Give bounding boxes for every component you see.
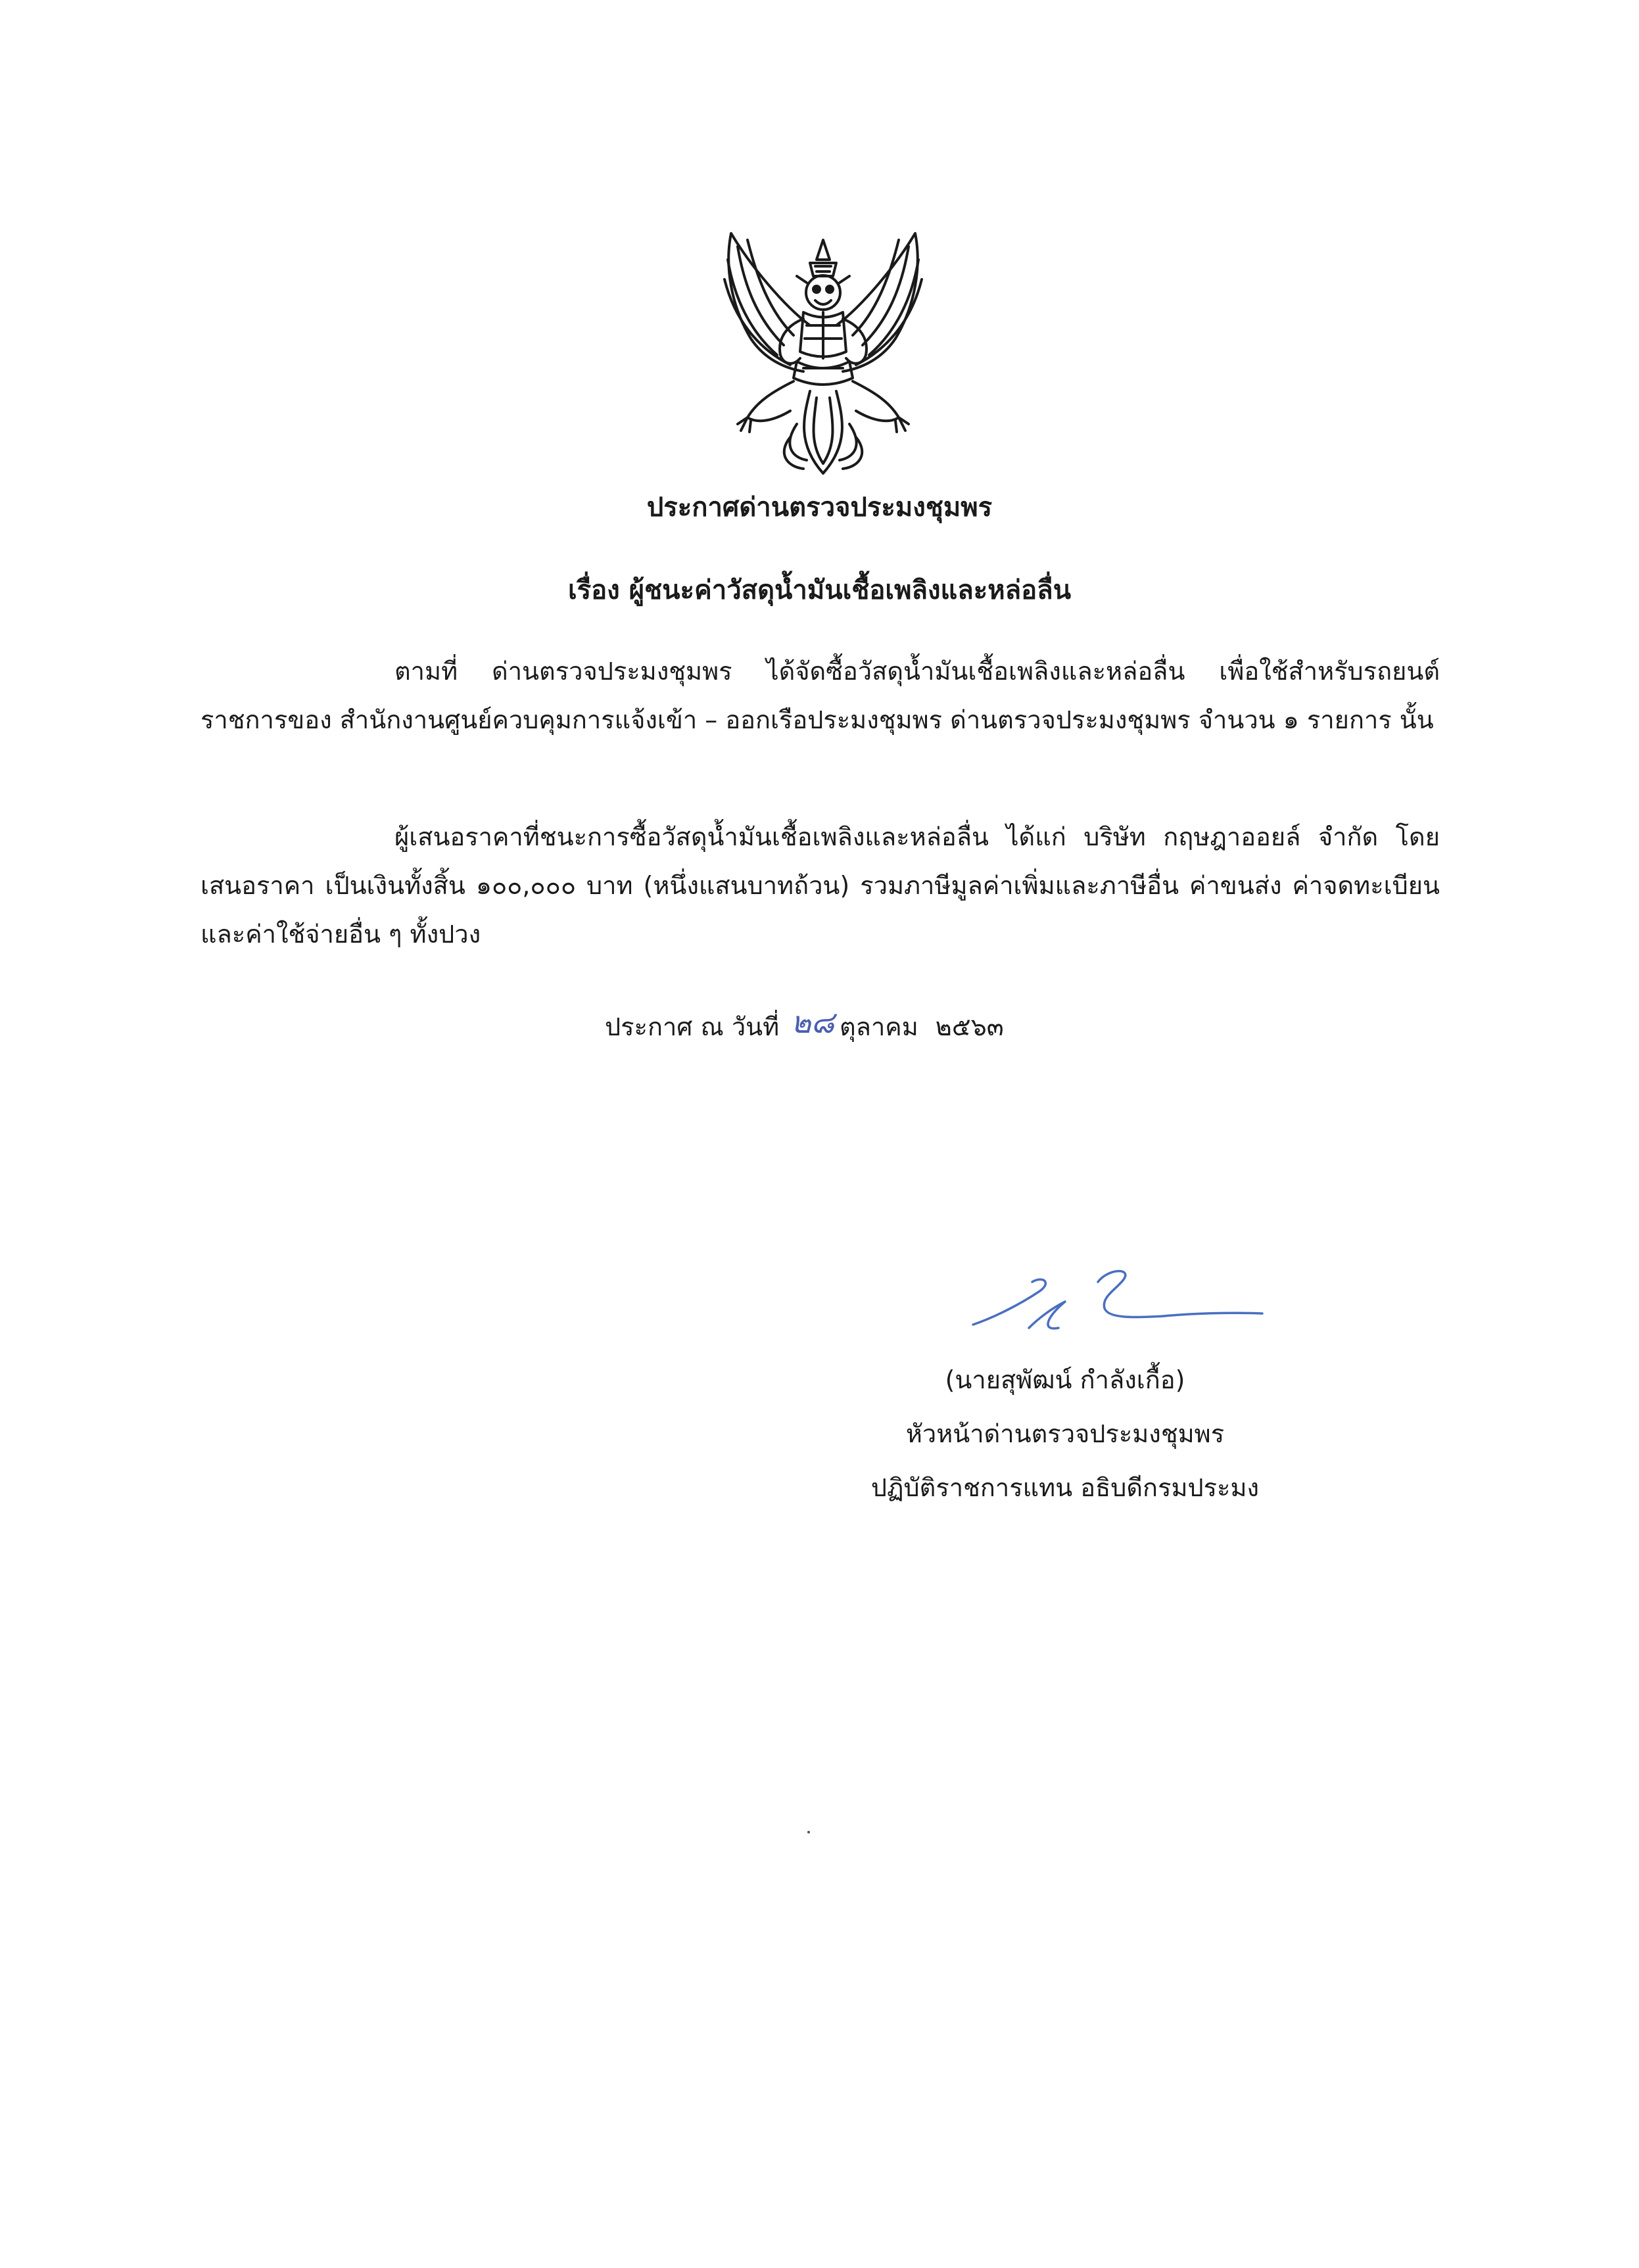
date-year: ๒๕๖๓: [935, 1012, 1004, 1041]
scan-speck: [807, 1831, 810, 1833]
garuda-emblem-icon: [711, 227, 935, 483]
body-paragraph-1: ตามที่ ด่านตรวจประมงชุมพร ได้จัดซื้อวัสดุน้ำมันเชื้อเพลิงและหล่อลื่น เพื่อใช้สำหรับรถยนต์ราชการของ สำนักงานศูนย์ควบคุมการแจ้งเข้า – ออกเรือประมงชุมพร ด่านตรวจประมงชุมพร จำนวน ๑ รายการ นั้น: [201, 657, 1440, 734]
signatory-name: (นายสุพัฒน์ กำลังเกื้อ): [945, 1365, 1185, 1394]
document-subject: เรื่อง ผู้ชนะค่าวัสดุน้ำมันเชื้อเพลิงและหล่อลื่น: [567, 575, 1072, 605]
signatory-acting-for: ปฏิบัติราชการแทน อธิบดีกรมประมง: [870, 1473, 1260, 1502]
body-paragraph-2: ผู้เสนอราคาที่ชนะการซื้อวัสดุน้ำมันเชื้อเพลิงและหล่อลื่น ได้แก่ บริษัท กฤษฎาออยล์ จำกัด โดยเสนอราคา เป็นเงินทั้งสิ้น ๑๐๐,๐๐๐ บาท (หนึ่งแสนบาทถ้วน) รวมภาษีมูลค่าเพิ่มและภาษีอื่น ค่าขนส่ง ค่าจดทะเบียน และค่าใช้จ่ายอื่น ๆ ทั้งปวง: [201, 822, 1440, 949]
date-day-handwritten: ๒๘: [791, 1004, 834, 1040]
signatory-position: หัวหน้าด่านตรวจประมงชุมพร: [905, 1419, 1225, 1448]
document-title: ประกาศด่านตรวจประมงชุมพร: [646, 492, 993, 523]
date-month: ตุลาคม: [840, 1012, 918, 1041]
date-prefix: ประกาศ ณ วันที่: [605, 1012, 780, 1041]
announcement-date: [605, 1004, 1004, 1041]
handwritten-signature: [966, 1256, 1269, 1348]
